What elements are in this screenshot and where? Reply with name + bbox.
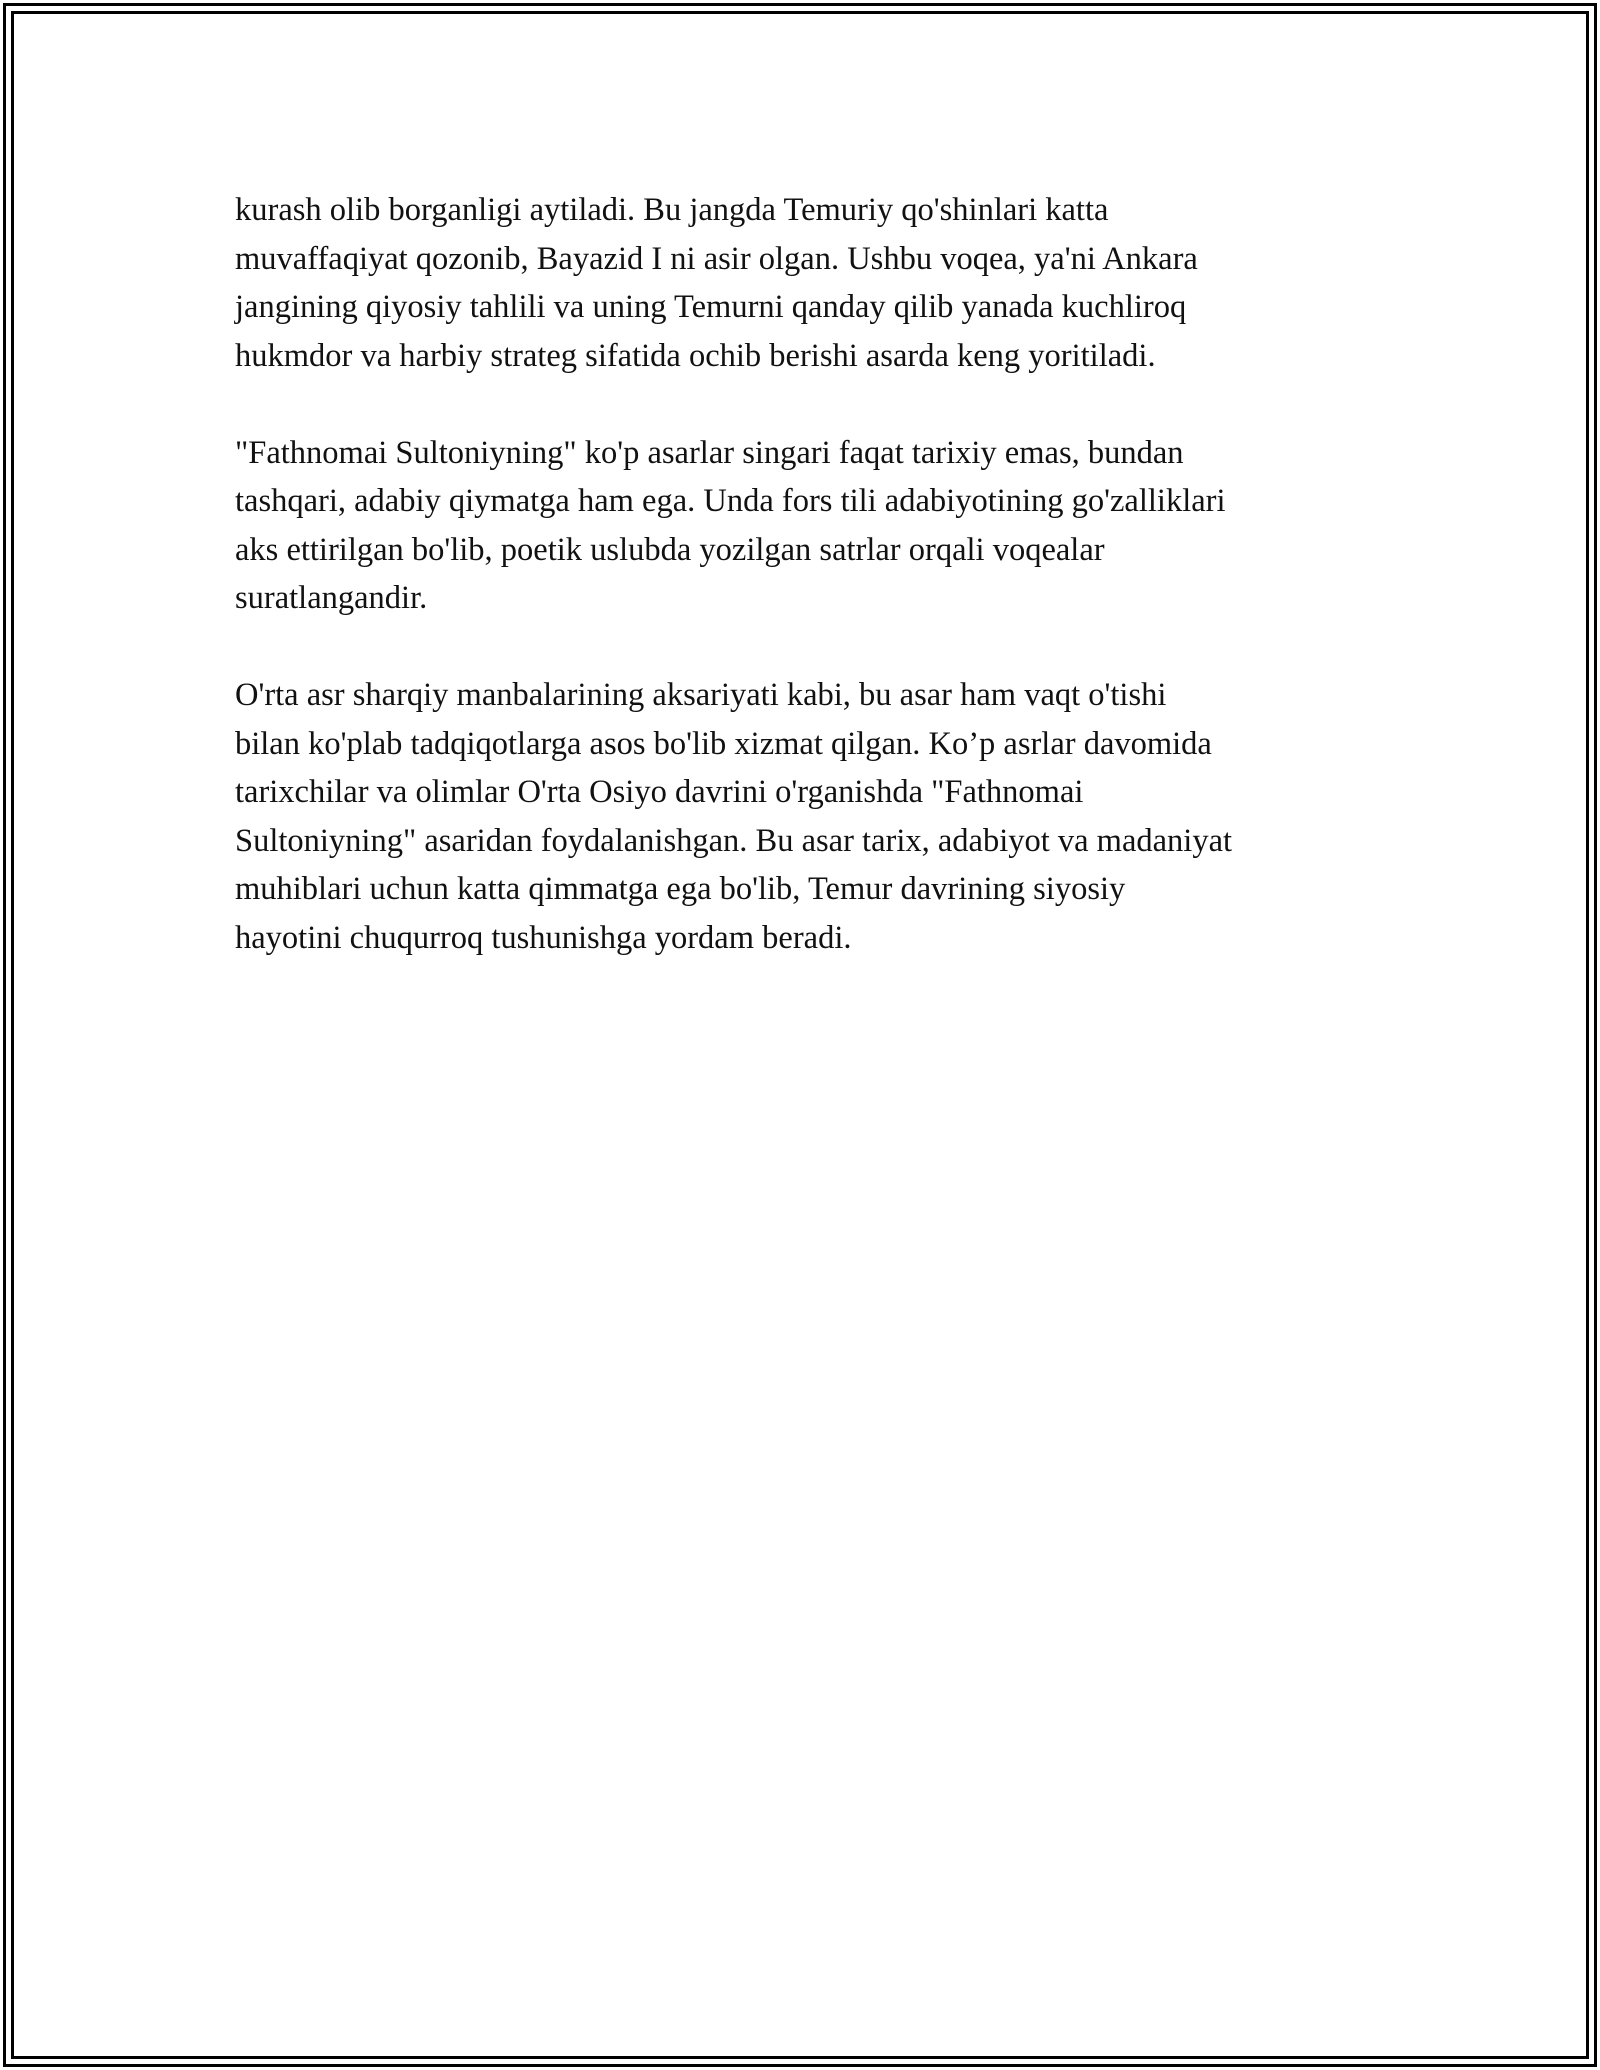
text-line: "Fathnomai Sultoniyning" ko'p asarlar singari faqat tarixiy emas, bundan [235, 434, 1184, 471]
text-line: O'rta asr sharqiy manbalarining aksariyati kabi, bu asar ham vaqt o'tishi [235, 677, 1167, 713]
paragraph-2 [235, 429, 1380, 623]
text-line: muvaffaqiyat qozonib, Bayazid I ni asir olgan. Ushbu voqea, ya'ni Ankara [235, 240, 1198, 277]
text-line: muhiblari uchun katta qimmatga ega bo'lib, Temur davrining siyosiy [235, 871, 1126, 907]
text-line: hayotini chuqurroq tushunishga yordam beradi. [235, 919, 852, 956]
text-line: tashqari, adabiy qiymatga ham ega. Unda fors tili adabiyotining go'zalliklari [235, 483, 1226, 519]
text-line: kurash olib borganligi aytiladi. Bu jangda Temuriy qo'shinlari katta [235, 192, 1109, 228]
paragraph-3 [235, 671, 1380, 962]
paragraph-1 [235, 186, 1380, 380]
text-line: tarixchilar va olimlar O'rta Osiyo davrini o'rganishda "Fathnomai [235, 774, 1084, 810]
text-line: suratlangandir. [235, 580, 428, 616]
text-line: bilan ko'plab tadqiqotlarga asos bo'lib xizmat qilgan. Ko’p asrlar davomida [235, 725, 1212, 762]
text-line: jangining qiyosiy tahlili va uning Temurni qanday qilib yanada kuchliroq [235, 289, 1187, 325]
text-line: hukmdor va harbiy strateg sifatida ochib berishi asarda keng yoritiladi. [235, 337, 1156, 374]
document-body [235, 186, 1380, 1011]
text-line: aks ettirilgan bo'lib, poetik uslubda yozilgan satrlar orqali voqealar [235, 531, 1105, 568]
text-line: Sultoniyning" asaridan foydalanishgan. Bu asar tarix, adabiyot va madaniyat [235, 822, 1233, 859]
